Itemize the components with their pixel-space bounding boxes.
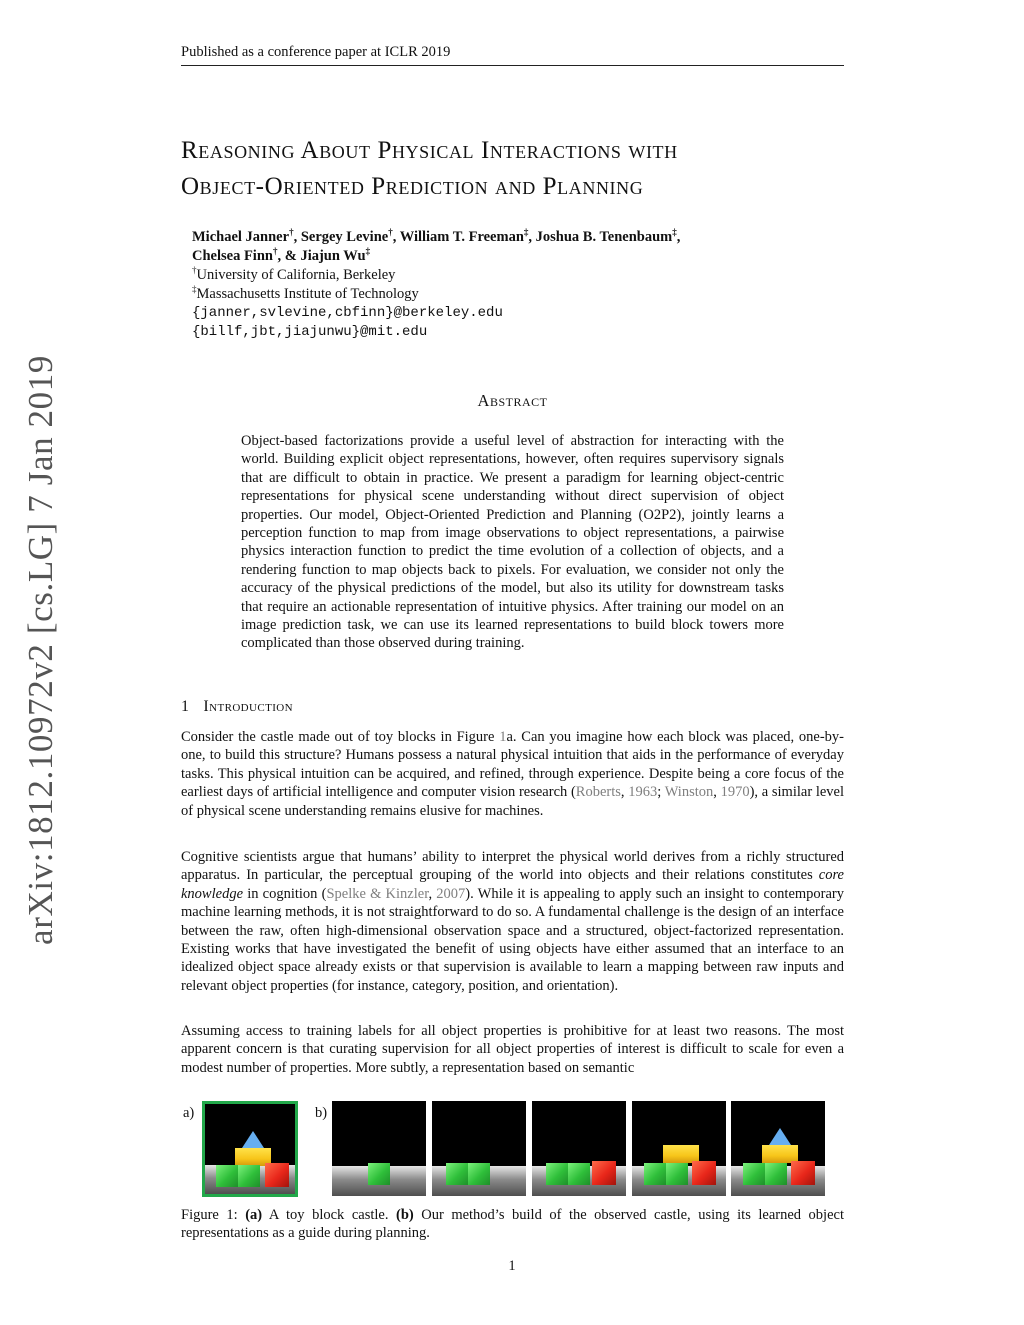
author-names-line-1 — [192, 228, 842, 247]
figure-panel-label-a: a) — [183, 1105, 195, 1121]
citation-link[interactable]: 2007 — [436, 885, 466, 902]
text-run: , — [713, 784, 721, 801]
page-number: 1 — [508, 1258, 516, 1274]
caption-label-b: (b) — [395, 1207, 414, 1223]
author-name: Chelsea Finn — [192, 248, 273, 264]
text-run: Consider the castle made out of toy blocks in Figure — [181, 729, 500, 745]
paragraph-1 — [181, 728, 844, 820]
figure-panel-build-step-1 — [332, 1101, 426, 1196]
section-heading-introduction — [181, 698, 293, 716]
green-block — [644, 1163, 666, 1185]
email-mit: {billf,jbt,jiajunwu}@mit.edu — [192, 324, 428, 340]
affiliation-mark: † — [192, 265, 197, 276]
arxiv-stamp-text: arXiv:1812.10972v2 [cs.LG] 7 Jan 2019 — [21, 355, 60, 945]
figure-ref-link[interactable]: 1 — [499, 729, 507, 745]
caption-text-a: A toy block castle. — [262, 1207, 396, 1223]
affiliation-mark: † — [272, 246, 278, 257]
caption-prefix: Figure 1: — [181, 1207, 246, 1223]
caption-label-a: (a) — [245, 1207, 263, 1223]
caption-text-b: Our method’s build of the observed castle, using its learned object representations as a guide during planning. — [181, 1207, 844, 1242]
citation-link[interactable]: Winston — [664, 784, 714, 801]
figure-panel-observed-castle — [202, 1101, 298, 1197]
affiliation-text: Massachusetts Institute of Technology — [196, 286, 419, 302]
citation-link[interactable]: Roberts — [575, 784, 621, 801]
green-block — [468, 1163, 490, 1185]
paragraph-3: Assuming access to training labels for all object properties is prohibitive for at least two reasons. The most apparent concern is that curating supervision for all object properties of interest is difficult to scale for even a modest number of properties. More subtly, a representation based on semantic — [181, 1023, 844, 1076]
red-block — [592, 1161, 616, 1185]
emphasis-text: core knowledge — [181, 867, 844, 902]
figure-panel-build-step-2 — [432, 1101, 526, 1196]
separator: , — [293, 229, 301, 245]
author-name: Sergey Levine — [300, 229, 389, 245]
green-block — [568, 1163, 590, 1185]
text-run: ). While it is appealing to apply such an insight to contemporary machine learning methods, it is not straightforward to do so. A fundamental challenge is the design of an interface between the raw, often high-dimensional observation space and a structured, object-factorized representation. Existing works that have investigated the benefit of using objects have either assumed that an interface to an idealized object space already exists or that supervision is available to learn a mapping between raw inputs and relevant object properties (for instance, category, position, and orientation). — [181, 885, 844, 994]
title-line-1: Reasoning About Physical Interactions with — [181, 137, 678, 164]
running-header: Published as a conference paper at ICLR 2019 — [181, 44, 451, 60]
text-run: Cognitive scientists argue that humans’ ability to interpret the physical world derives from a richly structured apparatus. In particular, the perceptual grouping of the world into objects and their relations constitutes — [181, 849, 844, 884]
text-run: a. Can you imagine how each block was placed, one-by-one, to build this structure? Humans possess a natural physical intuition that aids in the performance of everyday tasks. This physical intuition can be acquired, and refined, through experience. Despite being a core focus of the earliest days of artificial intelligence and computer vision research ( — [181, 729, 844, 801]
author-name: Michael Janner — [192, 229, 290, 245]
text-run: in cognition ( — [243, 885, 327, 902]
green-block — [368, 1163, 390, 1185]
affiliation-text: University of California, Berkeley — [196, 267, 396, 283]
affiliation-mit — [192, 285, 842, 304]
affiliation-mark: † — [289, 227, 294, 238]
separator: , — [676, 229, 681, 245]
text-run: , — [620, 784, 629, 801]
email-berkeley: {janner,svlevine,cbfinn}@berkeley.edu — [192, 305, 503, 321]
author-name: William T. Freeman — [399, 229, 524, 245]
separator: , — [528, 229, 536, 245]
blue-pyramid-block — [769, 1128, 791, 1145]
affiliation-mark: ‡ — [523, 227, 529, 238]
affiliation-berkeley — [192, 266, 842, 285]
paper-title — [181, 133, 861, 205]
affiliation-mark: ‡ — [192, 284, 197, 295]
red-block — [692, 1161, 716, 1185]
section-title: Introduction — [203, 698, 293, 715]
green-block — [765, 1163, 787, 1185]
paragraph-2 — [181, 848, 844, 995]
author-names-line-2 — [192, 247, 842, 266]
header-rule — [181, 65, 844, 66]
figure-caption — [181, 1206, 844, 1243]
affiliation-mark: ‡ — [672, 227, 677, 238]
figure-panel-build-step-4 — [632, 1101, 726, 1196]
figure-panel-label-b: b) — [315, 1105, 328, 1121]
arxiv-stamp — [12, 355, 70, 945]
abstract-text: Object-based factorizations provide a useful level of abstraction for interacting with the world. Building explicit object representations, however, often requires supervisory signals that are difficult to obtain in practice. We present a paradigm for learning object-centric representations for physical scene understanding without direct supervision of object properties. Our model, Object-Oriented Prediction and Planning (O2P2), jointly learns a perception function to map from image observations to object representations, a pairwise physics interaction function to predict the time evolution of a collection of objects, and a rendering function to map objects back to pixels. For evaluation, we consider not only the accuracy of the physical predictions of the model, but also its utility for downstream tasks that require an actionable representation of intuitive physics. After training our model on an image prediction task, we can use its learned representations to build block towers more complicated than those observed during training. — [241, 433, 784, 652]
green-block — [216, 1165, 238, 1187]
text-run: , — [428, 885, 437, 902]
blue-pyramid-block — [242, 1131, 264, 1148]
green-block — [546, 1163, 568, 1185]
author-name: Joshua B. Tenenbaum — [535, 229, 673, 245]
figure-panel-build-step-3 — [532, 1101, 626, 1196]
separator: , & — [277, 248, 301, 264]
text-run: ), a similar level of physical scene understanding remains elusive for machines. — [181, 784, 845, 819]
abstract-heading: Abstract — [477, 391, 548, 410]
red-block — [791, 1161, 815, 1185]
author-name: Jiajun Wu — [300, 248, 366, 264]
text-run: ; — [657, 784, 665, 801]
section-number: 1 — [181, 698, 190, 715]
affiliation-mark: † — [388, 227, 393, 238]
green-block — [743, 1163, 765, 1185]
green-block — [238, 1165, 260, 1187]
affiliation-mark: ‡ — [365, 246, 371, 257]
title-line-2: Object-Oriented Prediction and Planning — [181, 173, 644, 200]
author-block — [192, 228, 842, 342]
citation-link[interactable]: 1963 — [628, 784, 658, 801]
citation-link[interactable]: Spelke & Kinzler — [326, 885, 429, 902]
green-block — [666, 1163, 688, 1185]
separator: , — [392, 229, 400, 245]
figure-panel-build-step-5 — [731, 1101, 825, 1196]
citation-link[interactable]: 1970 — [720, 784, 750, 801]
red-block — [265, 1163, 289, 1187]
green-block — [446, 1163, 468, 1185]
